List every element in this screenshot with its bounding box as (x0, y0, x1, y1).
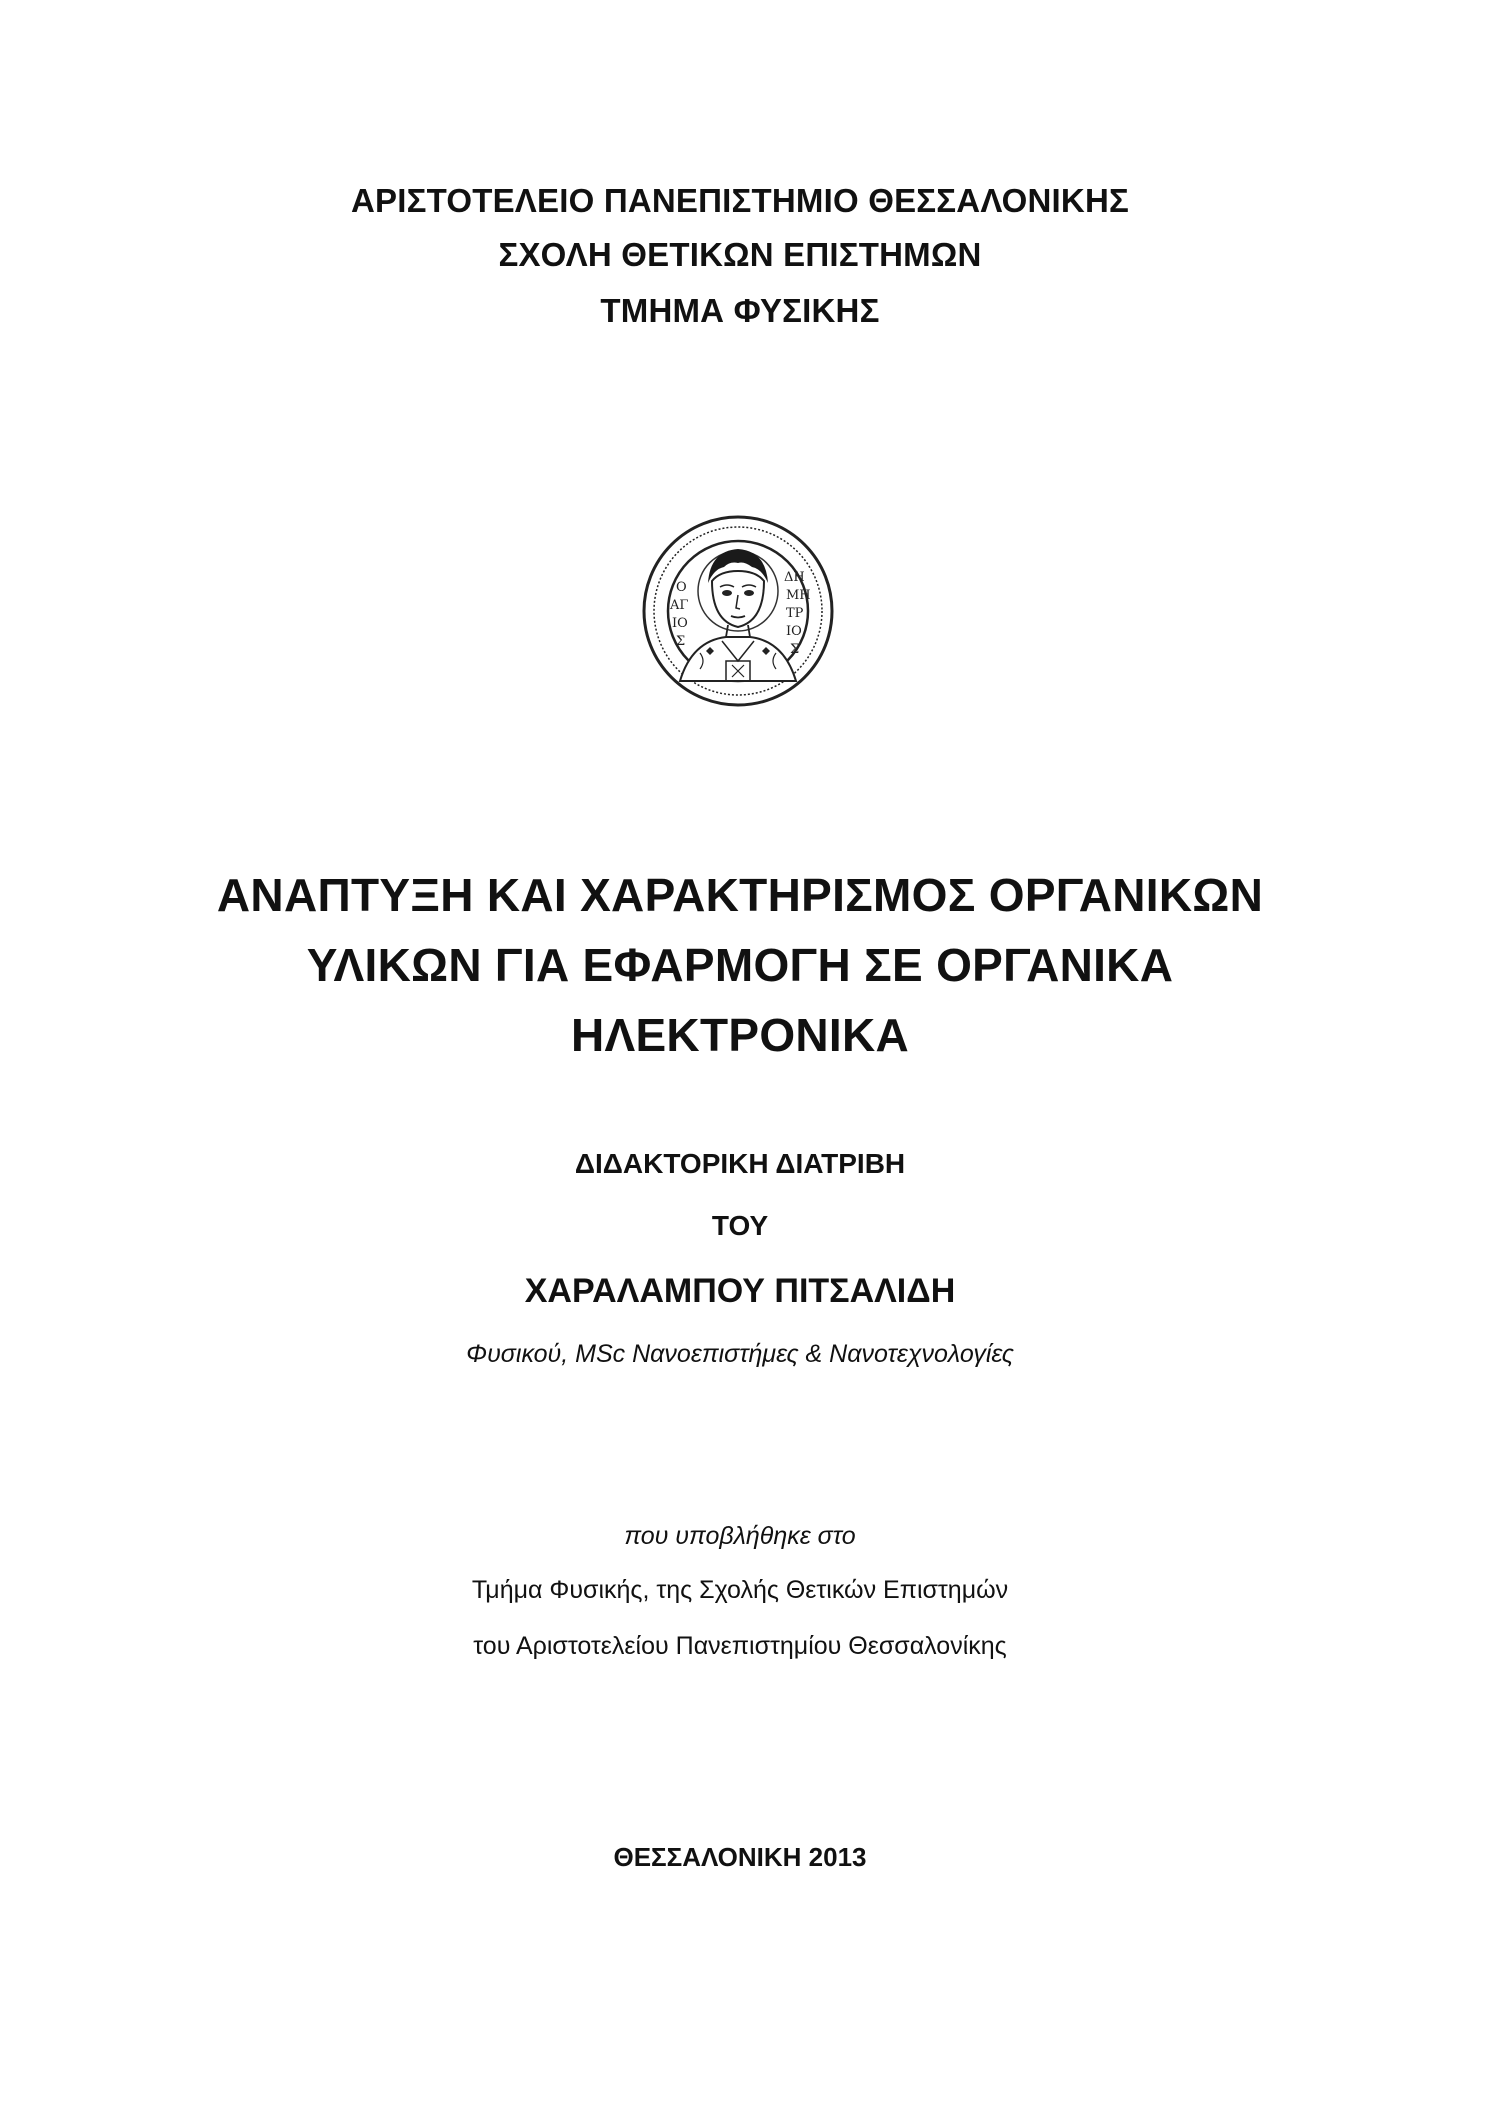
document-type: ΔΙΔΑΚΤΟΡΙΚΗ ΔΙΑΤΡΙΒΗ (574, 1148, 906, 1179)
submission-intro: που υποβλήθηκε στο (624, 1522, 856, 1550)
svg-text:Ο: Ο (676, 580, 687, 595)
author-credentials: Φυσικού, MSc Νανοεπιστήμες & Νανοτεχνολογίες (466, 1340, 1014, 1368)
submission-department: Τμήμα Φυσικής, της Σχολής Θετικών Επιστημών (471, 1576, 1009, 1604)
school-name: ΣΧΟΛΗ ΘΕΤΙΚΩΝ ΕΠΙΣΤΗΜΩΝ (498, 236, 982, 273)
svg-text:ΔΗ: ΔΗ (784, 570, 805, 585)
author-preposition: ΤΟΥ (711, 1210, 769, 1241)
svg-text:ΤΡ: ΤΡ (786, 606, 804, 621)
thesis-title-line-2: ΥΛΙΚΩΝ ΓΙΑ ΕΦΑΡΜΟΓΗ ΣΕ ΟΡΓΑΝΙΚΑ (306, 939, 1174, 991)
svg-text:ΑΓ: ΑΓ (670, 598, 689, 613)
svg-text:Σ: Σ (676, 634, 686, 649)
thesis-title-line-3: ΗΛΕΚΤΡΟΝΙΚΑ (570, 1009, 910, 1061)
place-and-year: ΘΕΣΣΑΛΟΝΙΚΗ 2013 (613, 1842, 867, 1872)
svg-text:Σ: Σ (790, 642, 800, 657)
author-name: ΧΑΡΑΛΑΜΠΟΥ ΠΙΤΣΑΛΙΔΗ (524, 1272, 956, 1310)
svg-text:ΙΟ: ΙΟ (786, 624, 802, 639)
university-seal-icon (640, 513, 836, 709)
submission-university: του Αριστοτελείου Πανεπιστημίου Θεσσαλονίκης (473, 1632, 1007, 1660)
thesis-title-line-1: ΑΝΑΠΤΥΞΗ ΚΑΙ ΧΑΡΑΚΤΗΡΙΣΜΟΣ ΟΡΓΑΝΙΚΩΝ (216, 869, 1264, 921)
svg-text:ΜΗ: ΜΗ (786, 588, 811, 603)
university-name: ΑΡΙΣΤΟΤΕΛΕΙΟ ΠΑΝΕΠΙΣΤΗΜΙΟ ΘΕΣΣΑΛΟΝΙΚΗΣ (350, 182, 1129, 219)
department-name: ΤΜΗΜΑ ΦΥΣΙΚΗΣ (600, 292, 880, 329)
svg-text:ΙΟ: ΙΟ (672, 616, 688, 631)
